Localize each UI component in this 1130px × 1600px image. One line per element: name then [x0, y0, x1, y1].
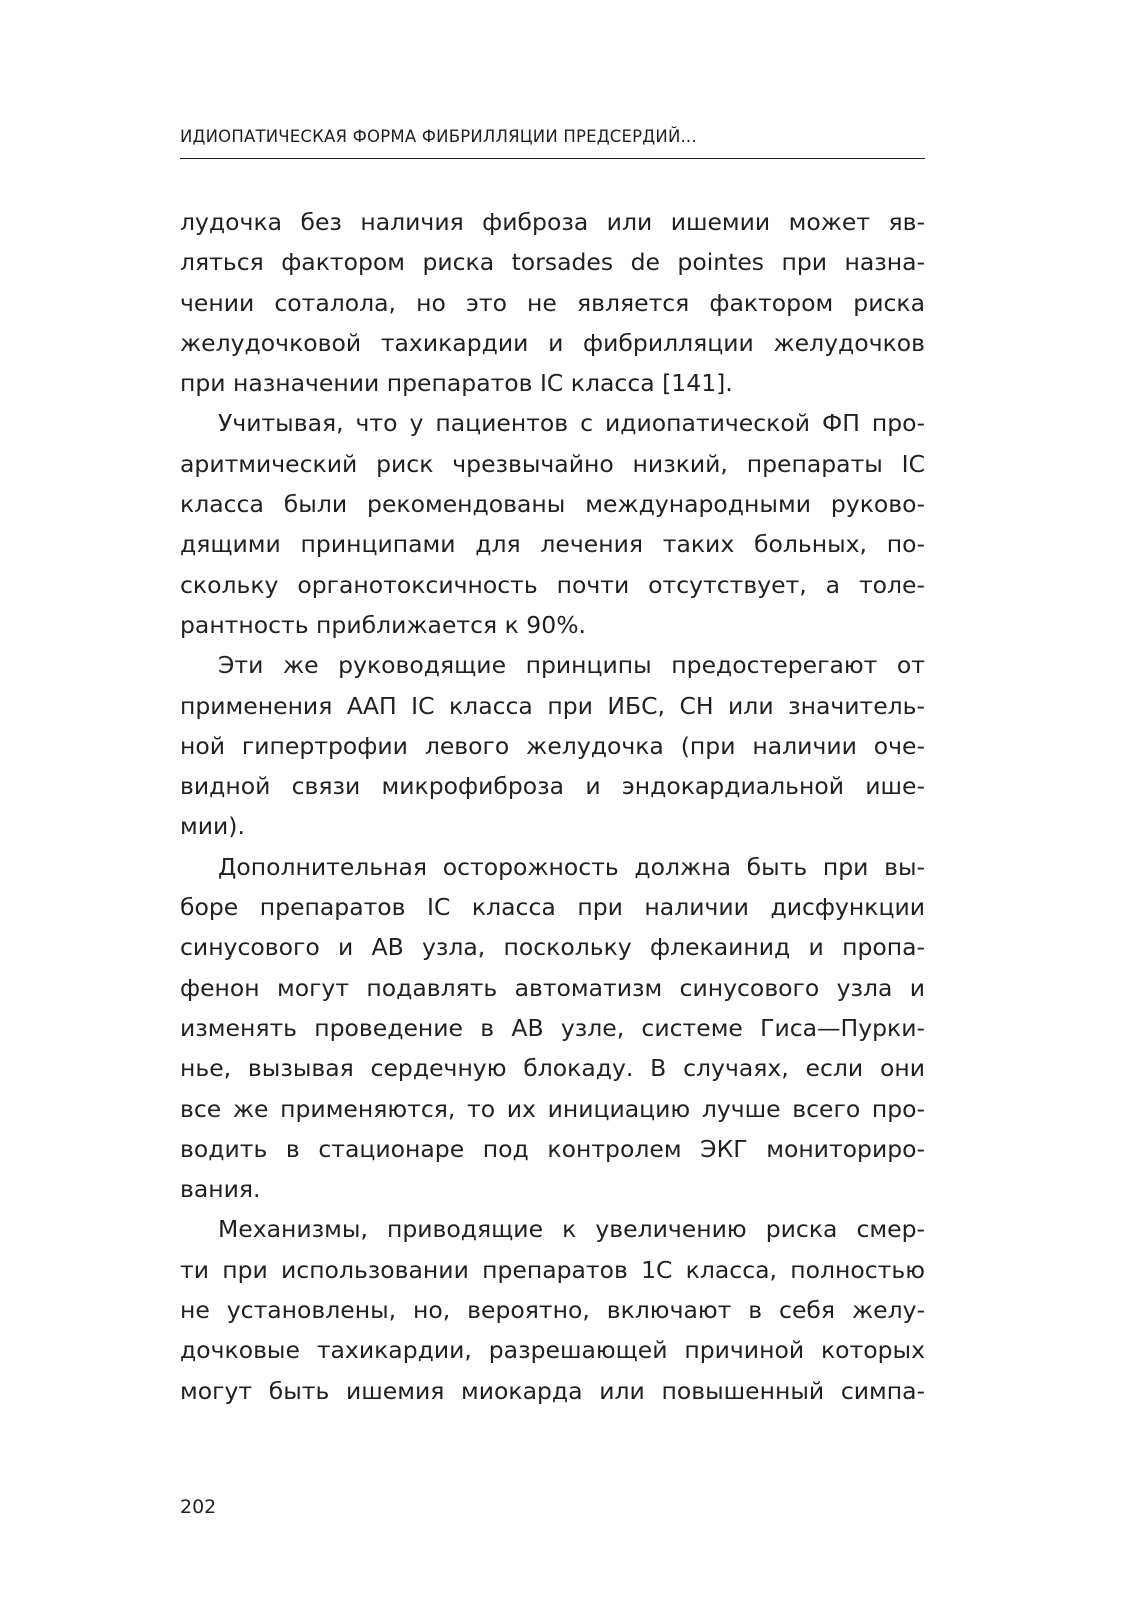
- text-line: чении соталола, но это не является фактором риска: [180, 288, 925, 317]
- running-header: [180, 126, 925, 159]
- text-line: фенон могут подавлять автоматизм синусового узла и: [180, 973, 925, 1002]
- body-text: [180, 202, 925, 1411]
- text-line: вания.: [180, 1175, 261, 1204]
- text-line: ти при использовании препаратов 1С класса, полностью: [180, 1255, 925, 1284]
- paragraph: [180, 847, 925, 1210]
- text-line: не установлены, но, вероятно, включают в себя желу-: [180, 1296, 925, 1325]
- text-line: лудочка без наличия фиброза или ишемии может яв-: [180, 208, 925, 236]
- text-line: желудочковой тахикардии и фибрилляции желудочков: [180, 328, 925, 357]
- text-line: при назначении препаратов IC класса [141].: [180, 369, 733, 398]
- text-line: мии).: [180, 812, 245, 841]
- text-line: дящими принципами для лечения таких больных, по-: [180, 530, 925, 559]
- text-line: ной гипертрофии левого желудочка (при наличии оче-: [180, 731, 925, 760]
- text-line: Учитывая, что у пациентов с идиопатической ФП про-: [218, 409, 925, 438]
- text-line: скольку органотоксичность почти отсутствует, а толе-: [180, 570, 925, 599]
- text-line: боре препаратов IC класса при наличии дисфункции: [180, 893, 925, 922]
- text-line: синусового и АВ узла, поскольку флекаинид и пропа-: [180, 933, 925, 962]
- text-line: видной связи микрофиброза и эндокардиальной ише-: [180, 772, 925, 801]
- page-number: 202: [180, 1496, 217, 1518]
- text-line: Дополнительная осторожность должна быть при вы-: [218, 852, 925, 881]
- running-title: ИДИОПАТИЧЕСКАЯ ФОРМА ФИБРИЛЛЯЦИИ ПРЕДСЕРДИЙ...: [180, 127, 697, 146]
- paragraph: [180, 202, 925, 403]
- text-line: рантность приближается к 90%.: [180, 610, 586, 639]
- text-line: изменять проведение в АВ узле, системе Гиса—Пурки-: [180, 1013, 925, 1042]
- text-line: применения ААП IC класса при ИБС, СН или значитель-: [180, 691, 925, 720]
- text-line: дочковые тахикардии, разрешающей причиной которых: [180, 1336, 925, 1365]
- text-line: Механизмы, приводящие к увеличению риска смер-: [218, 1215, 925, 1244]
- paragraph: [180, 403, 925, 645]
- text-line: Эти же руководящие принципы предостерегают от: [218, 651, 925, 680]
- text-line: ляться фактором риска torsades de pointes при назна-: [180, 248, 925, 277]
- text-line: водить в стационаре под контролем ЭКГ мониториро-: [180, 1134, 925, 1163]
- text-line: могут быть ишемия миокарда или повышенный симпа-: [180, 1376, 925, 1405]
- text-line: аритмический риск чрезвычайно низкий, препараты IC: [180, 449, 925, 478]
- text-line: все же применяются, то их инициацию лучше всего про-: [180, 1094, 925, 1123]
- text-line: нье, вызывая сердечную блокаду. В случаях, если они: [180, 1054, 925, 1083]
- paragraph: [180, 1209, 925, 1410]
- text-line: класса были рекомендованы международными руково-: [180, 490, 925, 519]
- paragraph: [180, 645, 925, 846]
